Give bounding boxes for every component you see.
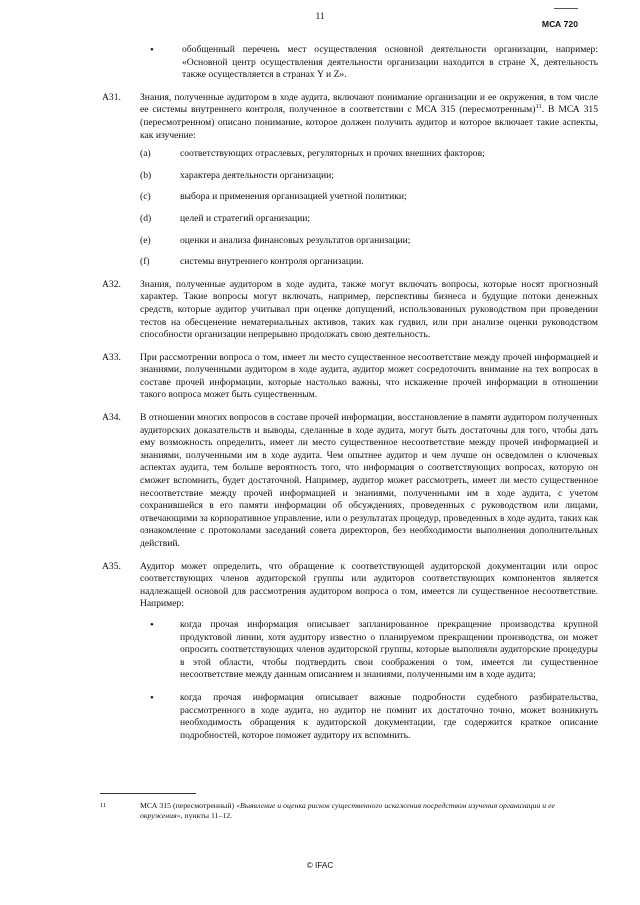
paragraph-number: A33. (102, 351, 121, 363)
list-item-text: целей и стратегий организации; (180, 212, 311, 224)
list-item (140, 213, 598, 226)
list-item-text: оценки и анализа финансовых результатов организации; (180, 234, 411, 246)
list-item (140, 692, 598, 742)
list-item-text: выбора и применения организацией учетной политики; (180, 191, 407, 203)
header-rule (554, 8, 578, 9)
footnote-divider (100, 793, 196, 794)
footnote (100, 801, 598, 821)
bullet-list (140, 619, 598, 742)
paragraph-number: A34. (102, 412, 121, 424)
list-item-text: системы внутреннего контроля организации. (180, 256, 364, 268)
paragraph-a33 (102, 351, 598, 402)
paragraph-number: A35. (102, 560, 121, 572)
footnote-reference[interactable]: 11 (535, 103, 542, 111)
paragraph-a34 (102, 412, 598, 551)
list-letter: (b) (140, 169, 152, 181)
list-item (140, 148, 598, 161)
list-item (140, 235, 598, 248)
page-content (102, 44, 598, 752)
bullet-text: когда прочая информация описывает важные подробности судебного разбирательства, рассмотренного в ходе аудита, но аудитор не помнит их достаточно точно, может возникнуть необходимость обращения к аудиторской документации, где содержится краткое описание подробностей, которое поможет аудитору их вспомнить. (180, 691, 598, 741)
list-letter: (f) (140, 256, 150, 268)
list-item (140, 191, 598, 204)
copyright-footer: © IFAC (306, 861, 334, 870)
list-letter: (a) (140, 148, 151, 160)
paragraph-a31 (102, 91, 598, 269)
footnote-body (100, 801, 598, 821)
paragraph-text: Знания, полученные аудитором в ходе аудита, включают понимание организации и ее окружения, в том числе ее системы внутреннего контроля, полученное в соответствии с МСА 315 (пересмотренным) (140, 91, 598, 116)
intro-bullet-item (140, 44, 598, 82)
lettered-list (140, 148, 598, 269)
list-item-text: характера деятельности организации; (180, 169, 334, 181)
bullet-text: когда прочая информация описывает запланированное прекращение производства крупной продуктовой линии, хотя аудитору известно о планируемом прекращении производства, он может опросить соответствующих членов аудиторской группы, которые выполняли аудиторские процедуры в этой области, чтобы подтвердить свои соображения о том, имеется ли существенное несоответствие между данным описанием и знаниями, полученными им в ходе аудита; (180, 618, 598, 681)
paragraph-text: Аудитор может определить, что обращение к соответствующей аудиторской документации или опрос соответствующих членов аудиторской группы или аудиторов соответствующих компонентов является надлежащей основой для рассмотрения аудитором вопроса о том, имеется ли существенное несоответствие. Например: (140, 560, 598, 610)
footnote-ref: МСА 315 (пересмотренный) (140, 801, 237, 810)
list-item-text: соответствующих отраслевых, регуляторных и прочих внешних факторов; (180, 148, 485, 160)
paragraph-text: При рассмотрении вопроса о том, имеет ли место существенное несоответствие между прочей информацией и знаниями, полученными аудитором в ходе аудита, аудитор может сосредоточить внимание на тех вопросах в составе прочей информации, которые настолько важны, что искажение прочей информации в отношении такого вопроса может быть существенным. (140, 351, 598, 401)
intro-bullet-text: обобщенный перечень мест осуществления основной деятельности организации, например: «Основной центр осуществления деятельности организации находится в стране X, деятельность также осуществляется в странах Y и Z». (182, 44, 598, 81)
list-letter: (d) (140, 212, 152, 224)
paragraph-a32 (102, 278, 598, 342)
list-letter: (e) (140, 234, 151, 246)
paragraph-number: A31. (102, 91, 121, 103)
paragraph-text: В отношении многих вопросов в составе прочей информации, восстановление в памяти аудитором полученных аудиторских доказательств и выводы, сделанные в ходе аудита, могут быть достаточны для того, чтобы дать ему возможность определить, имеет ли место существенное несоответствие между прочей информацией и знаниями, полученными им в ходе аудита. Чем опытнее аудитор и чем лучше он осведомлен о ключевых аспектах аудита, тем больше вероятность того, что информация о соответствующих вопросах, которую он сможет вспомнить, будет достаточной. Например, аудитор может рассмотреть, имеет ли место существенное несоответствие между прочей информацией и знаниями, полученными им в ходе аудита, с учетом сохранившейся в его памяти информации об обсуждениях, проведенных с руководством или лицами, отвечающими за корпоративное управление, или о результатах процедур, проведенных в ходе аудита, таких как ознакомление с протоколами заседаний совета директоров, без необходимости выполнения дополнительных действий. (140, 412, 598, 549)
list-letter: (c) (140, 191, 151, 203)
paragraph-a35 (102, 560, 598, 743)
footnote-number: 11 (100, 802, 107, 809)
list-item (140, 256, 598, 269)
footnote-title: «Выявление и оценка рисков существенного искажения посредством изучения организации и ее окружения» (140, 801, 556, 820)
paragraph-text: Знания, полученные аудитором в ходе аудита, также могут включать вопросы, которые носят прогнозный характер. Такие вопросы могут включать, например, перспективы бизнеса и будущие потоки денежных средств, которые аудитор учитывал при оценке допущений, использованных руководством при проведении тестов на обесценение нематериальных активов, таких как гудвил, или при анализе оценки руководством способности организации непрерывно продолжать свою деятельность. (140, 278, 598, 341)
document-code: МСА 720 (541, 19, 578, 29)
page-number: 11 (315, 12, 325, 22)
paragraph-text-cont: . В МСА 315 (пересмотренном) описано понимание, которое должен получить аудитор и которое включает такие аспекты, как изучение: (140, 104, 598, 141)
paragraph-number: A32. (102, 278, 121, 290)
footnote-pages: , пункты 11–12. (180, 811, 233, 820)
list-item (140, 619, 598, 682)
list-item (140, 170, 598, 183)
